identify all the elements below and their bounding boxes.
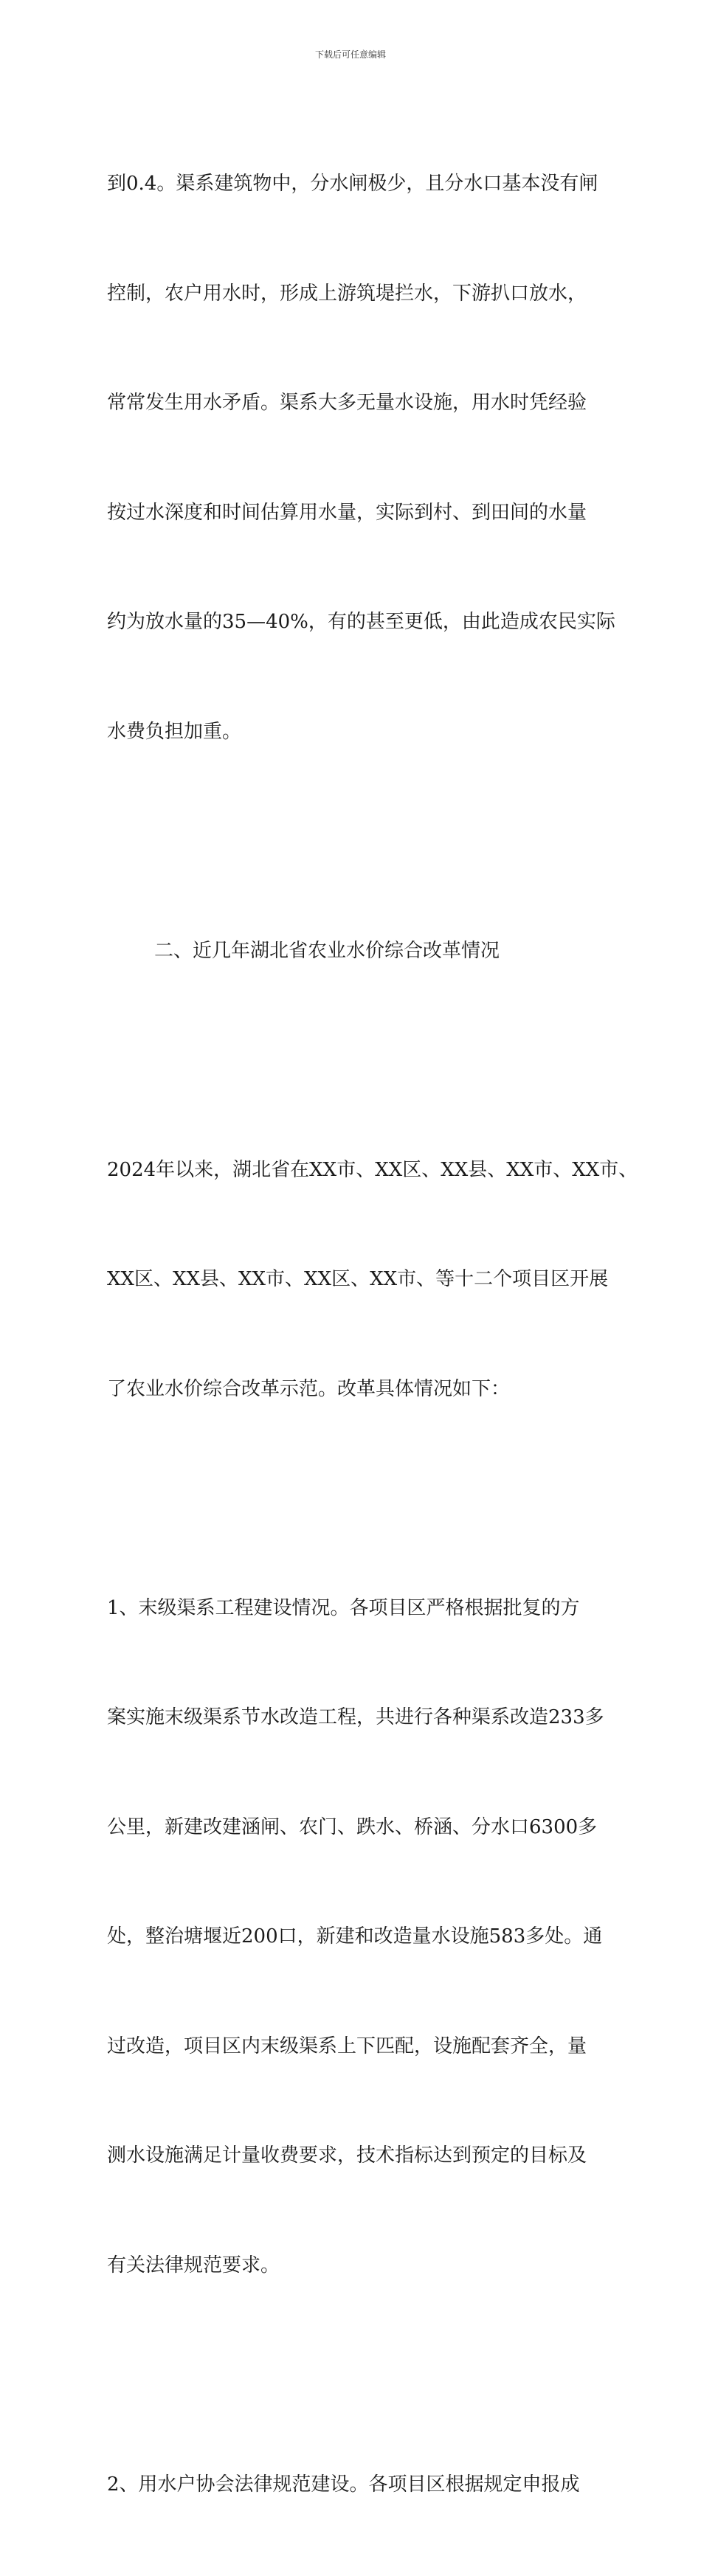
page-header-note: 下载后可任意编辑 [0, 49, 701, 60]
text-line: 2024年以来，湖北省在XX市、XX区、XX县、XX市、XX市、 [107, 1152, 601, 1189]
paragraph-gap [107, 2357, 601, 2394]
text-line: 控制，农户用水时，形成上游筑堤拦水，下游扒口放水， [107, 276, 601, 313]
text-line: 案实施末级渠系节水改造工程，共进行各种渠系改造233多 [107, 1700, 601, 1737]
paragraph-canal-construction [107, 1517, 601, 2358]
text-line: 处，整治塘堰近200口，新建和改造量水设施583多处。通 [107, 1919, 601, 1956]
text-line: 1、末级渠系工程建设情况。各项目区严格根据批复的方 [107, 1590, 601, 1627]
text-line: XX区、XX县、XX市、XX区、XX市、等十二个项目区开展 [107, 1261, 601, 1298]
text-line: 约为放水量的35—40%，有的甚至更低，由此造成农民实际 [107, 604, 601, 641]
paragraph-water-user-association [107, 2394, 601, 2576]
text-line: 有关法律规范要求。 [107, 2248, 601, 2285]
section-heading-text: 二、近几年湖北省农业水价综合改革情况 [154, 933, 601, 970]
text-line: 测水设施满足计量收费要求，技术指标达到预定的目标及 [107, 2138, 601, 2175]
section-heading [107, 860, 601, 1043]
text-line: 2、用水户协会法律规范建设。各项目区根据规定申报成 [107, 2467, 601, 2504]
text-line: 常常发生用水矛盾。渠系大多无量水设施，用水时凭经验 [107, 385, 601, 422]
text-line: 按过水深度和时间估算用水量，实际到村、到田间的水量 [107, 495, 601, 532]
text-line: 到0.4。渠系建筑物中，分水闸极少，且分水口基本没有闸 [107, 166, 601, 203]
document-body [107, 93, 601, 2576]
text-line: 公里，新建改建涵闸、农门、跌水、桥涵、分水口6300多 [107, 1810, 601, 1846]
paragraph-gap [107, 823, 601, 860]
text-line: 了农业水价综合改革示范。改革具体情况如下： [107, 1371, 601, 1408]
paragraph-reform-overview [107, 1079, 601, 1481]
text-line: 水费负担加重。 [107, 714, 601, 751]
text-line: 过改造，项目区内末级渠系上下匹配，设施配套齐全，量 [107, 2029, 601, 2066]
paragraph-canal-status [107, 93, 601, 823]
paragraph-gap [107, 1481, 601, 1517]
paragraph-gap [107, 1042, 601, 1079]
